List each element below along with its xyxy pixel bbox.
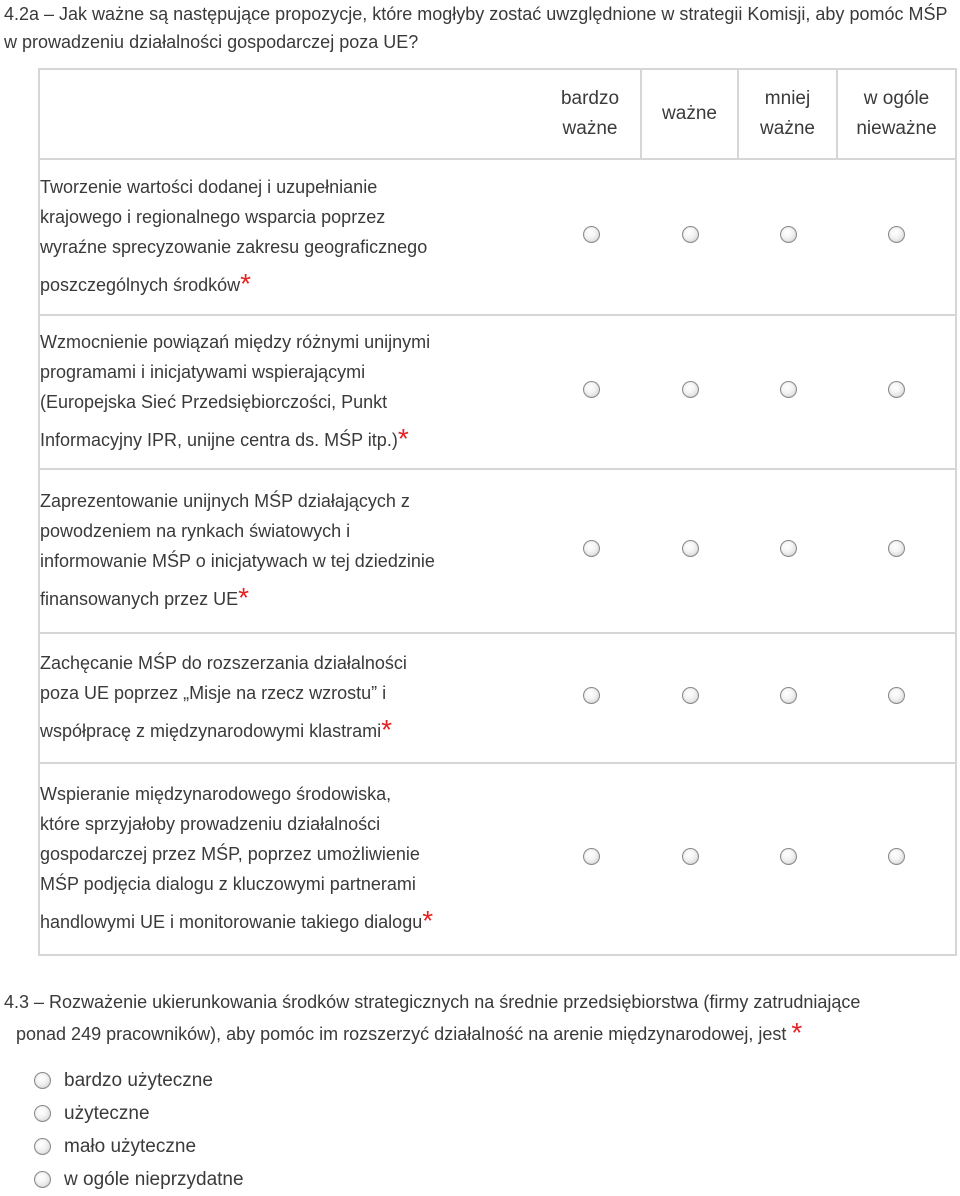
column-header-w-ogole-niewazne [838,70,955,160]
radio-mniej-wazne[interactable] [780,848,797,865]
option-label: użyteczne [64,1102,150,1124]
column-header-bardzo-wazne [540,70,642,160]
importance-matrix [38,68,957,956]
radio-mniej-wazne[interactable] [780,226,797,243]
radio-w-ogole-niewazne[interactable] [888,381,905,398]
radio-w-ogole-niewazne[interactable] [888,848,905,865]
question-4-3-title [4,986,954,1050]
statement-line: finansowanych przez UE [40,589,239,609]
option-label: bardzo użyteczne [64,1069,213,1091]
required-asterisk: * [238,582,250,613]
required-asterisk: * [381,714,393,745]
radio-w-ogole-niewazne[interactable] [888,687,905,704]
statement-label [40,764,540,954]
matrix-row [40,316,955,470]
option-label: mało użyteczne [64,1135,197,1157]
usefulness-options [34,1064,244,1196]
statement-line: gospodarczej przez MŚP, poprzez umożliwienie [40,844,420,864]
radio-bardzo-wazne[interactable] [583,381,600,398]
required-asterisk: * [791,1017,803,1048]
radio-mniej-wazne[interactable] [780,687,797,704]
option-malo-uzyteczne[interactable] [34,1130,244,1163]
statement-label [40,634,540,764]
statement-line: programami i inicjatywami wspierającymi [40,362,366,382]
statement-label [40,470,540,634]
statement-line: poszczególnych środków [40,275,241,295]
statement-line: informowanie MŚP o inicjatywach w tej dziedzinie [40,551,435,571]
column-header-mniej-wazne [739,70,838,160]
radio-bardzo-wazne[interactable] [583,226,600,243]
radio-wazne[interactable] [682,687,699,704]
radio-wazne[interactable] [682,226,699,243]
radio-wazne[interactable] [682,381,699,398]
statement-label [40,316,540,470]
column-header-line: nieważne [856,118,937,139]
radio-bardzo-wazne[interactable] [583,687,600,704]
required-asterisk: * [422,905,434,936]
matrix-row [40,160,955,316]
radio-button[interactable] [34,1072,51,1089]
statement-line: Informacyjny IPR, unijne centra ds. MŚP itp.) [40,430,398,450]
required-asterisk: * [397,423,409,454]
column-header-wazne [642,70,739,160]
statement-line: powodzeniem na rynkach światowych i [40,521,351,541]
statement-line: które sprzyjałoby prowadzeniu działalności [40,814,381,834]
statement-line: Zaprezentowanie unijnych MŚP działających z [40,491,410,511]
radio-button[interactable] [34,1138,51,1155]
statement-line: wyraźne sprecyzowanie zakresu geograficznego [40,237,428,257]
matrix-row [40,764,955,954]
radio-w-ogole-niewazne[interactable] [888,226,905,243]
question-4-3-line: ponad 249 pracowników), aby pomóc im rozszerzyć działalność na arenie międzynarodowej, jest [16,1024,787,1044]
matrix-header-blank [40,70,540,160]
column-header-line: bardzo [560,88,620,109]
radio-mniej-wazne[interactable] [780,540,797,557]
statement-line: Tworzenie wartości dodanej i uzupełnianie [40,177,378,197]
radio-button[interactable] [34,1105,51,1122]
column-header-line: ważne [562,118,618,139]
radio-wazne[interactable] [682,540,699,557]
column-header-line: ważne [760,118,815,139]
matrix-header-row [40,70,955,160]
column-header-line: mniej [764,88,811,109]
radio-wazne[interactable] [682,848,699,865]
statement-line: MŚP podjęcia dialogu z kluczowymi partnerami [40,874,416,894]
option-w-ogole-nieprzydatne[interactable] [34,1163,244,1196]
question-4-2a-title: 4.2a – Jak ważne są następujące propozycje, które mogłyby zostać uwzględnione w strategii Komisji, aby pomóc MŚP w prowadzeniu działalności gospodarczej poza UE? [4,4,948,52]
required-asterisk: * [240,268,252,299]
column-header-line: w ogóle [863,88,930,109]
statement-line: współpracę z międzynarodowymi klastrami [40,721,382,741]
question-4-3-line: 4.3 – Rozważenie ukierunkowania środków strategicznych na średnie przedsiębiorstwa (firmy zatrudniające [4,992,861,1012]
statement-line: Wzmocnienie powiązań między różnymi unijnymi [40,332,431,352]
statement-line: krajowego i regionalnego wsparcia poprzez [40,207,386,227]
statement-line: poza UE poprzez „Misje na rzecz wzrostu” i [40,683,387,703]
option-bardzo-uzyteczne[interactable] [34,1064,244,1097]
statement-line: handlowymi UE i monitorowanie takiego dialogu [40,912,423,932]
radio-w-ogole-niewazne[interactable] [888,540,905,557]
statement-line: (Europejska Sieć Przedsiębiorczości, Punkt [40,392,388,412]
statement-line: Wspieranie międzynarodowego środowiska, [40,784,392,804]
statement-line: Zachęcanie MŚP do rozszerzania działalności [40,653,407,673]
matrix-row [40,634,955,764]
option-uzyteczne[interactable] [34,1097,244,1130]
radio-button[interactable] [34,1171,51,1188]
radio-bardzo-wazne[interactable] [583,848,600,865]
column-header-line: ważne [662,103,717,124]
matrix-row [40,470,955,634]
option-label: w ogóle nieprzydatne [64,1168,244,1190]
radio-bardzo-wazne[interactable] [583,540,600,557]
statement-label [40,160,540,316]
radio-mniej-wazne[interactable] [780,381,797,398]
